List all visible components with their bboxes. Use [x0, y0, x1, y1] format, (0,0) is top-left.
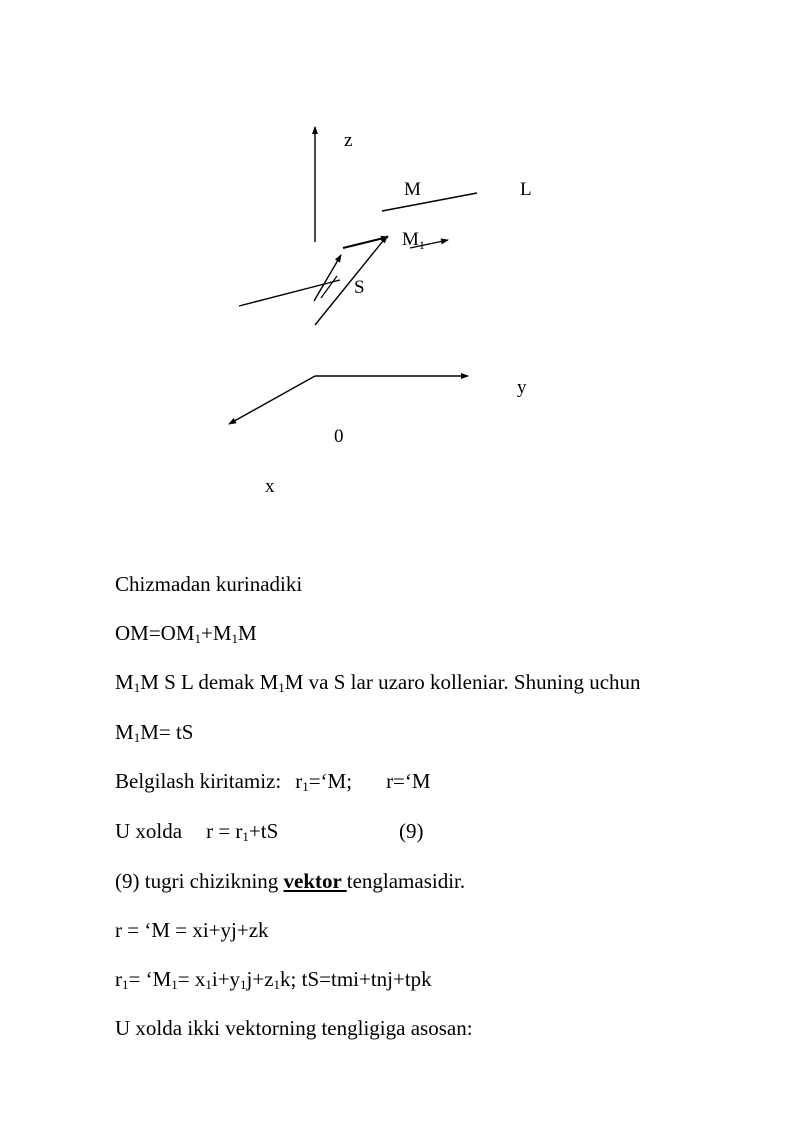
label-M: M [404, 179, 421, 200]
text-line-3: $M_1M$ S L demak $M_1M$ va S lar uzaro kolleniar. Shuning uchun [115, 670, 641, 695]
text-line-6: U xolda $r = r_1+tS$ (9) [115, 819, 424, 844]
text-line-5: Belgilash kiritamiz: $r_1=‘M$; r=‘M [115, 769, 431, 794]
label-z: z [344, 130, 353, 151]
text-line-8: r = ‘M = xi+yj+zk [115, 918, 269, 942]
label-S: S [354, 277, 365, 298]
label-L: L [520, 179, 532, 200]
label-M1: $M_1$ [402, 229, 425, 252]
label-x: x [265, 476, 275, 497]
line-L [382, 193, 477, 211]
coordinate-diagram [0, 0, 800, 520]
label-y: y [517, 377, 527, 398]
text-line-4: $M_1M=$ tS [115, 720, 194, 745]
text-line-9: $r_1=$ ‘$M_1= x_1i+y_1j+z_1k$; tS=tmi+tnj+tpk [115, 967, 432, 992]
text-line-10: U xolda ikki vektorning tengligiga asosan: [115, 1016, 473, 1040]
vector-r1-branch [321, 276, 337, 298]
label-origin: 0 [334, 426, 344, 447]
vector-r1-stem [314, 255, 341, 301]
x-axis [229, 376, 315, 424]
text-line-2: $OM=OM_1+M_1M$ [115, 621, 257, 646]
text-line-7: (9) tugri chizikning vektor tenglamasidir. [115, 869, 466, 893]
vektor-link[interactable]: vektor [283, 869, 347, 893]
text-line-1: Chizmadan kurinadiki [115, 572, 303, 596]
